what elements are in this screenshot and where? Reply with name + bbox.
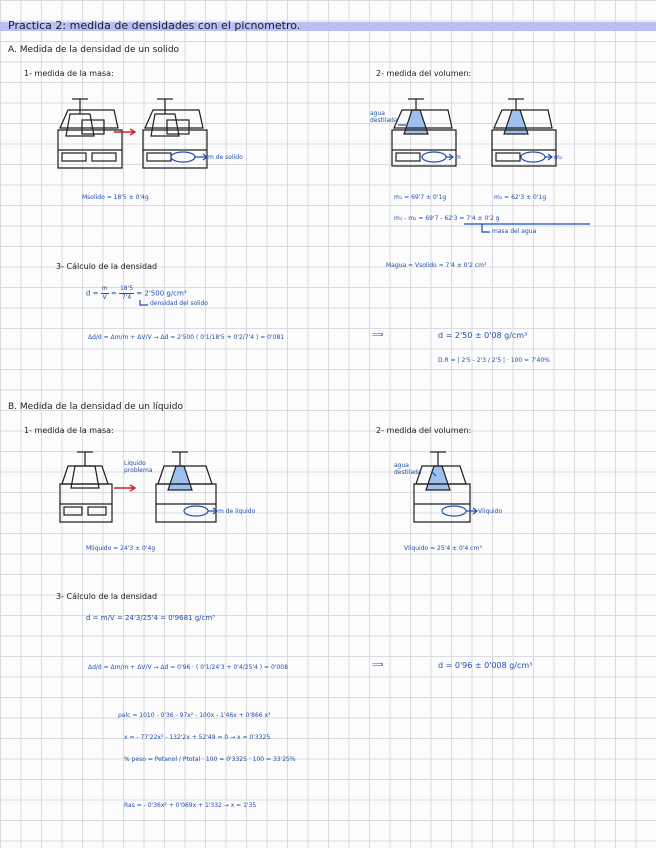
error-formula-a: Δd/d = Δm/m + ΔV/V → Δd = 2'500 ( 0'1/18'5 + 0'2/7'4 ) = 0'081 — [88, 334, 285, 341]
label-liquido-problema: Liquido problema — [124, 460, 153, 474]
m2-value: m₂ = 62'3 ± 0'1g — [494, 194, 547, 201]
magua-value: Magua = Vsolido = 7'4 ± 0'2 cm³ — [386, 262, 487, 269]
label-m1: m — [455, 154, 461, 161]
final-density-a: d = 2'50 ± 0'08 g/cm³ — [438, 331, 528, 340]
section-b-step1: 1- medida de la masa: — [24, 426, 114, 435]
diff-value: m₁ - m₂ = 69'7 - 62'3 = 7'4 ± 0'2 g — [394, 215, 500, 222]
section-b-step2: 2- medida del volumen: — [376, 426, 472, 435]
section-a-heading: A. Medida de la densidad de un solido — [8, 45, 180, 55]
final-density-b: d = 0'96 ± 0'008 g/cm³ — [438, 661, 533, 670]
density-note: densidad del solido — [150, 300, 208, 307]
label-agua-destilada-a: agua destilada — [370, 110, 398, 124]
label-m-solido: m de solido — [208, 154, 243, 161]
section-a-step2: 2- medida del volumen: — [376, 69, 472, 78]
density-formula-a: d = $\frac{m}{V}$ = $\frac{18'5}{7'4}$ = 2'500 g/cm³ — [86, 285, 187, 301]
calc-line-4: Ras = - 0'36x² + 0'069x + 1'332 → x = 1'35 — [124, 802, 257, 809]
calc-line-3: % peso = Petanol / Ptotal · 100 = 0'3325 · 100 = 33'25% — [124, 756, 296, 763]
section-b-heading: B. Medida de la densidad de un líquido — [8, 402, 183, 412]
implies-arrow-b: ⟹ — [372, 660, 384, 669]
calc-line-1: ρalc = 1010 - 0'36 - 97x² - 100x - 1'46x + 0'866 x³ — [118, 712, 271, 719]
balance-icon — [60, 452, 112, 522]
balance-icon — [492, 99, 556, 166]
relative-deviation: D.R = | 2'5 - 2'3 / 2'5 | · 100 = 7'40% — [438, 357, 550, 364]
calc-line-2: x = - 77'22x³ - 132'2x + 52'49 = 0 → x = 0'3325 — [124, 734, 271, 741]
label-m-liquido: m de líquido — [218, 508, 256, 515]
section-a-step1: 1- medida de la masa: — [24, 69, 114, 78]
balance-icon — [143, 99, 207, 168]
mliquido-value: Mliquido = 24'3 ± 0'4g — [86, 545, 156, 552]
section-b-step3: 3- Cálculo de la densidad — [56, 592, 158, 601]
page-title: Practica 2: medida de densidades con el picnometro. — [8, 19, 301, 32]
balance-icon — [58, 99, 122, 168]
vliquido-value: Vliquido = 25'4 ± 0'4 cm³ — [404, 545, 482, 552]
label-agua-destilada-b: agua destilada — [394, 462, 422, 476]
masa-agua-note: masa del agua — [492, 228, 537, 235]
label-vliquido: Vliquido — [478, 508, 503, 515]
m1-value: m₁ = 69'7 ± 0'1g — [394, 194, 447, 201]
label-m2: m₂ — [554, 154, 563, 161]
implies-arrow-a: ⟹ — [372, 330, 384, 339]
density-formula-b: d = m/V = 24'3/25'4 = 0'9681 g/cm³ — [86, 614, 215, 622]
msolido-value: Msolido = 18'5 ± 0'4g — [82, 194, 149, 201]
section-a-step3: 3- Cálculo de la densidad — [56, 262, 158, 271]
error-formula-b: Δd/d = Δm/m + ΔV/V → Δd = 0'96 · ( 0'1/24'3 + 0'4/25'4 ) = 0'008 — [88, 664, 288, 671]
